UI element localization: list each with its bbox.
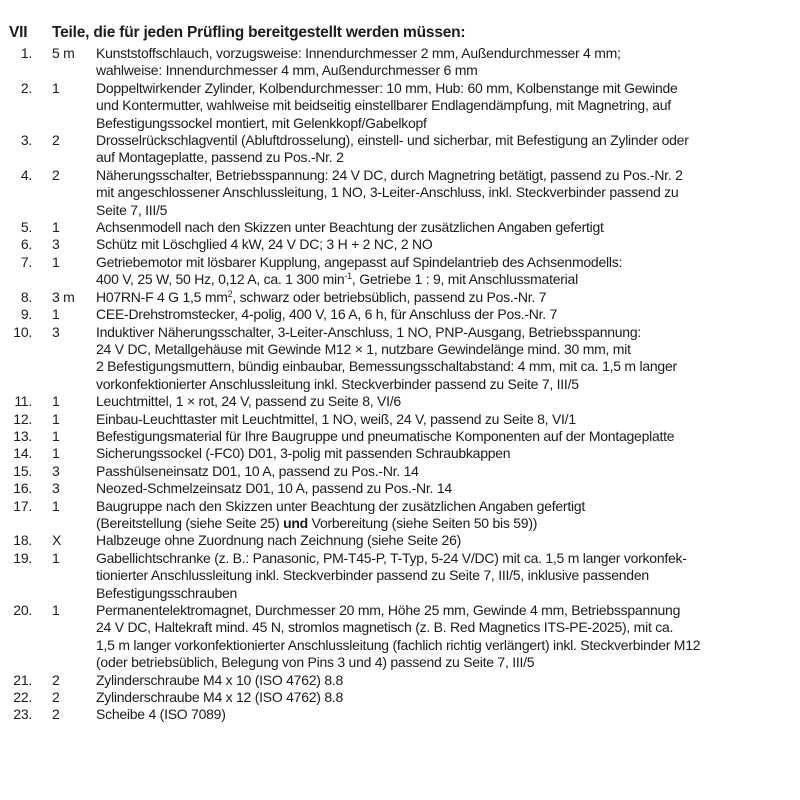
section-title: Teile, die für jeden Prüfling bereitgestellt werden müssen: — [52, 24, 466, 41]
description-line: mit angeschlossener Anschlussleitung, 1 NO, 3-Leiter-Anschluss, inkl. Steckverbinder passend zu — [96, 184, 679, 201]
item-number: 20. — [13, 602, 32, 618]
item-quantity: 2 — [52, 671, 60, 688]
item-number: 1. — [20, 45, 32, 61]
item-quantity: 2 — [52, 689, 60, 706]
item-quantity: 5 m — [52, 45, 75, 61]
item-description — [96, 602, 800, 672]
parts-list-document — [0, 24, 800, 724]
section-heading — [0, 24, 800, 44]
item-description — [96, 706, 800, 723]
description-line: tionierter Anschlussleitung inkl. Steckverbinder passend zu Seite 7, III/5, inklusive passenden — [96, 567, 649, 584]
item-number: 13. — [13, 427, 32, 444]
list-item — [0, 411, 800, 428]
description-line: 24 V DC, Metallgehäuse mit Gewinde M12 × 1, nutzbare Gewindelänge mind. 30 mm, mit — [96, 340, 631, 357]
item-quantity: 1 — [52, 393, 60, 410]
description-line: Passhülseneinsatz D01, 10 A, passend zu Pos.-Nr. 14 — [96, 462, 419, 479]
item-quantity: 1 — [52, 219, 60, 236]
item-number: 3. — [20, 132, 32, 149]
section-number: VII — [9, 24, 28, 41]
superscript: -1 — [344, 271, 352, 282]
item-number: 4. — [20, 166, 32, 183]
item-quantity: 1 — [52, 549, 60, 566]
list-item — [0, 672, 800, 689]
item-quantity: 1 — [52, 306, 60, 323]
description-line: Kunststoffschlauch, vorzugsweise: Innendurchmesser 2 mm, Außendurchmesser 4 mm; — [96, 45, 621, 61]
list-item — [0, 480, 800, 497]
description-line: Näherungsschalter, Betriebsspannung: 24 V DC, durch Magnetring betätigt, passend zu Pos.-Nr. 2 — [96, 166, 683, 183]
description-line: CEE-Drehstromstecker, 4-polig, 400 V, 16 A, 6 h, für Anschluss der Pos.-Nr. 7 — [96, 306, 558, 323]
item-number: 15. — [13, 462, 32, 479]
description-line: Neozed-Schmelzeinsatz D01, 10 A, passend zu Pos.-Nr. 14 — [96, 480, 452, 497]
list-item — [0, 45, 800, 80]
item-description — [96, 132, 800, 167]
item-quantity: X — [52, 532, 62, 549]
item-description — [96, 306, 800, 323]
description-line: Scheibe 4 (ISO 7089) — [96, 706, 226, 723]
description-line: 2 Befestigungsmuttern, bündig einbaubar, Bemessungsschaltabstand: 4 mm, mit ca. 1,5 m langer — [96, 358, 677, 375]
item-description — [96, 498, 800, 533]
item-description — [96, 324, 800, 394]
item-description — [96, 532, 800, 549]
description-line: 400 V, 25 W, 50 Hz, 0,12 A, ca. 1 300 $\min^{-1}$, Getriebe 1 : 9, mit Anschlussmaterial — [96, 271, 578, 288]
item-quantity: 1 — [52, 79, 60, 96]
item-description — [96, 289, 800, 306]
description-line: Zylinderschraube M4 x 10 (ISO 4762) 8.8 — [96, 671, 344, 688]
list-item — [0, 602, 800, 672]
list-item — [0, 236, 800, 253]
item-description — [96, 219, 800, 236]
item-number: 14. — [13, 445, 32, 462]
item-description — [96, 254, 800, 289]
description-line: Schütz mit Löschglied 4 kW, 24 V DC; 3 H + 2 NC, 2 NO — [96, 236, 433, 253]
description-line: auf Montageplatte, passend zu Pos.-Nr. 2 — [96, 149, 344, 166]
superscript: 2 — [227, 288, 233, 299]
description-line: Befestigungsmaterial für Ihre Baugruppe und pneumatische Komponenten auf der Montageplatte — [96, 427, 675, 444]
item-number: 11. — [14, 393, 32, 410]
description-line: 24 V DC, Haltekraft mind. 45 N, stromlos magnetisch (z. B. Red Magnetics ITS-PE-2025), mit ca. — [96, 619, 674, 636]
item-quantity: 1 — [52, 253, 60, 270]
list-item — [0, 306, 800, 323]
list-item — [0, 532, 800, 549]
description-line: Sicherungssockel (-FC0) D01, 3-polig mit passenden Schraubkappen — [96, 445, 511, 462]
item-description — [96, 550, 800, 602]
item-description — [96, 463, 800, 480]
description-line: Permanentelektromagnet, Durchmesser 20 mm, Höhe 25 mm, Gewinde 4 mm, Betriebsspannung — [96, 602, 681, 618]
item-number: 8. — [20, 288, 32, 305]
list-item — [0, 80, 800, 132]
list-item — [0, 324, 800, 394]
item-quantity: 2 — [52, 132, 60, 149]
description-line: Zylinderschraube M4 x 12 (ISO 4762) 8.8 — [96, 689, 344, 706]
item-description — [96, 689, 800, 706]
item-description — [96, 45, 800, 80]
description-line: Drosselrückschlagventil (Abluftdrosselung), einstell- und sicherbar, mit Befestigung an Zylinder oder — [96, 132, 689, 149]
description-line: Achsenmodell nach den Skizzen unter Beachtung der zusätzlichen Angaben gefertigt — [96, 219, 604, 236]
list-item — [0, 289, 800, 306]
description-line: Getriebemotor mit lösbarer Kupplung, angepasst auf Spindelantrieb des Achsenmodells: — [96, 253, 623, 270]
description-line: H07RN-F 4 G 1,5 $mm^2$, schwarz oder betriebsüblich, passend zu Pos.-Nr. 7 — [96, 288, 547, 305]
description-line: (oder betriebsüblich, Belegung von Pins 3 und 4) passend zu Seite 7, III/5 — [96, 654, 535, 671]
description-line: Halbzeuge ohne Zuordnung nach Zeichnung (siehe Seite 26) — [96, 532, 462, 549]
item-number: 12. — [13, 410, 32, 427]
item-description — [96, 236, 800, 253]
item-number: 17. — [13, 497, 32, 514]
item-description — [96, 672, 800, 689]
description-line: 1,5 m langer vorkonfektionierter Anschlussleitung (fachlich richtig verlängert) inkl. Steckverbinder M12 — [96, 636, 701, 653]
item-quantity: 2 — [52, 706, 60, 723]
item-quantity: 2 — [52, 166, 60, 183]
list-item — [0, 498, 800, 533]
description-line: Baugruppe nach den Skizzen unter Beachtung der zusätzlichen Angaben gefertigt — [96, 497, 585, 514]
description-line: Induktiver Näherungsschalter, 3-Leiter-Anschluss, 1 NO, PNP-Ausgang, Betriebsspannung: — [96, 323, 642, 340]
item-quantity: 3 — [52, 480, 60, 497]
description-line: wahlweise: Innendurchmesser 4 mm, Außendurchmesser 6 mm — [96, 62, 478, 79]
item-description — [96, 445, 800, 462]
item-number: 18. — [13, 532, 32, 549]
item-number: 5. — [20, 219, 32, 236]
description-line: und Kontermutter, wahlweise mit beidseitig einstellbarer Endlagendämpfung, mit Magnetring, auf — [96, 97, 671, 114]
description-line: Befestigungssockel montiert, mit Gelenkkopf/Gabelkopf — [96, 114, 427, 131]
item-description — [96, 428, 800, 445]
item-number: 16. — [13, 480, 32, 497]
list-item — [0, 254, 800, 289]
description-line: Gabellichtschranke (z. B.: Panasonic, PM-T45-P, T-Typ, 5-24 V/DC) mit ca. 1,5 m langer vorkonfek- — [96, 549, 687, 566]
list-item — [0, 550, 800, 602]
description-line: vorkonfektionierter Anschlussleitung inkl. Steckverbinder passend zu Seite 7, III/5 — [96, 375, 579, 392]
item-description — [96, 411, 800, 428]
item-description — [96, 480, 800, 497]
item-quantity: 3 — [52, 323, 60, 340]
item-number: 7. — [20, 253, 32, 270]
item-quantity: 3 — [52, 236, 60, 253]
item-number: 9. — [20, 306, 32, 323]
description-line: Leuchtmittel, 1 × rot, 24 V, passend zu Seite 8, VI/6 — [96, 393, 401, 410]
item-quantity: 1 — [52, 497, 60, 514]
description-line: Einbau-Leuchttaster mit Leuchtmittel, 1 NO, weiß, 24 V, passend zu Seite 8, VI/1 — [96, 410, 576, 427]
list-item — [0, 428, 800, 445]
item-description — [96, 80, 800, 132]
list-item — [0, 132, 800, 167]
emphasis: und — [283, 514, 308, 531]
list-item — [0, 706, 800, 723]
item-number: 2. — [20, 79, 32, 96]
item-quantity: 3 — [52, 462, 60, 479]
description-line: (Bereitstellung (siehe Seite 25) und Vorbereitung (siehe Seiten 50 bis 59)) — [96, 514, 538, 531]
item-number: 10. — [13, 323, 32, 340]
item-description — [96, 393, 800, 410]
item-number: 6. — [20, 236, 32, 253]
description-line: Seite 7, III/5 — [96, 201, 168, 218]
item-quantity: 1 — [52, 410, 60, 427]
list-item — [0, 445, 800, 462]
item-quantity: 1 — [52, 445, 60, 462]
list-item — [0, 689, 800, 706]
description-line: Befestigungsschrauben — [96, 584, 238, 601]
item-number: 22. — [13, 689, 32, 706]
item-quantity: 1 — [52, 427, 60, 444]
item-description — [96, 167, 800, 219]
list-item — [0, 167, 800, 219]
list-item — [0, 463, 800, 480]
item-number: 23. — [13, 706, 32, 723]
item-quantity: 3 m — [52, 288, 75, 305]
item-quantity: 1 — [52, 602, 60, 618]
description-line: Doppeltwirkender Zylinder, Kolbendurchmesser: 10 mm, Hub: 60 mm, Kolbenstange mit Gewinde — [96, 79, 678, 96]
item-number: 19. — [13, 549, 32, 566]
list-item — [0, 393, 800, 410]
parts-list — [0, 45, 800, 724]
item-number: 21. — [13, 671, 32, 688]
list-item — [0, 219, 800, 236]
